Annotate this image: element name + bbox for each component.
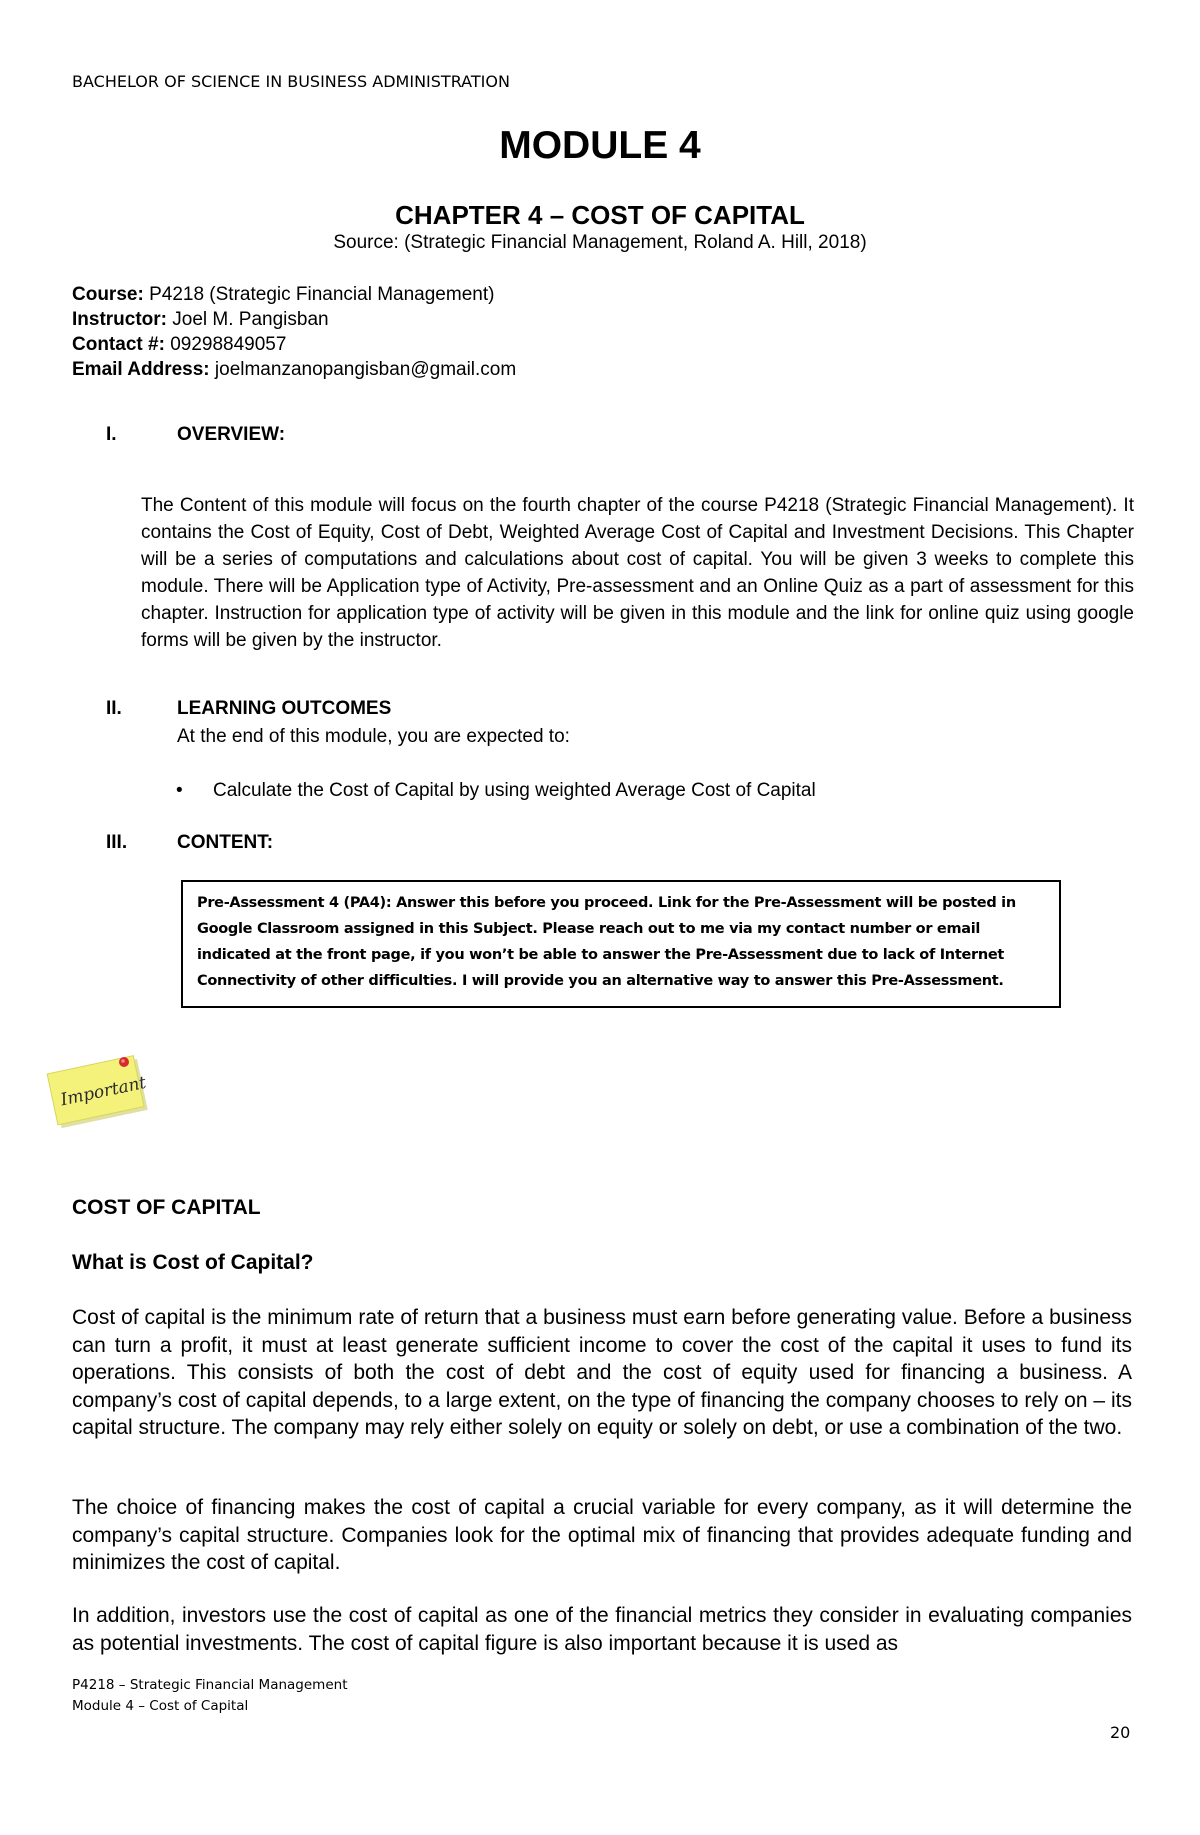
contact-label: Contact #: [72, 334, 165, 355]
learning-outcomes-intro: At the end of this module, you are expected to: [177, 726, 570, 747]
content-number: III. [106, 832, 128, 853]
bullet-icon: • [176, 780, 183, 801]
sticky-note-label: Important [58, 1072, 149, 1111]
sticky-note-icon [42, 1050, 152, 1135]
contact-value: 09298849057 [170, 334, 287, 355]
contact-line [72, 332, 516, 357]
content-heading: CONTENT: [177, 832, 274, 853]
module-title: MODULE 4 [499, 124, 701, 167]
body-paragraph-3: In addition, investors use the cost of capital as one of the financial metrics they consider in evaluating companies as potential investments. The cost of capital figure is also important because it is used as [72, 1604, 1132, 1655]
footer-course: P4218 – Strategic Financial Management [72, 1677, 348, 1693]
course-line [72, 282, 516, 307]
program-header: BACHELOR OF SCIENCE IN BUSINESS ADMINISTRATION [72, 72, 510, 91]
source-citation: Source: (Strategic Financial Management, Roland A. Hill, 2018) [333, 232, 867, 253]
body-paragraph-2: The choice of financing makes the cost of capital a crucial variable for every company, as it will determine the company’s capital structure. Companies look for the optimal mix of financing that provides adequate funding and minimizes the cost of capital. [72, 1496, 1132, 1574]
overview-number: I. [106, 424, 117, 445]
pre-assessment-box [181, 880, 1061, 1008]
learning-outcomes-number: II. [106, 698, 122, 719]
cost-of-capital-question: What is Cost of Capital? [72, 1251, 314, 1274]
body-paragraph-1: Cost of capital is the minimum rate of return that a business must earn before generating value. Before a business can turn a profit, it must at least generate sufficient income to cover the cost of the capital it uses to fund its operations. This consists of both the cost of debt and the cost of equity used for financing a business. A company’s cost of capital depends, to a large extent, on the type of financing the company chooses to rely on – its capital structure. The company may rely either solely on equity or solely on debt, or use a combination of the two. [72, 1306, 1132, 1439]
instructor-line [72, 307, 516, 332]
learning-outcome-item: Calculate the Cost of Capital by using weighted Average Cost of Capital [213, 780, 816, 801]
page-number: 20 [1110, 1723, 1131, 1742]
course-info-block [72, 282, 516, 382]
instructor-label: Instructor: [72, 309, 167, 330]
email-value: joelmanzanopangisban@gmail.com [214, 359, 517, 380]
cost-of-capital-heading: COST OF CAPITAL [72, 1196, 261, 1219]
chapter-title: CHAPTER 4 – COST OF CAPITAL [395, 200, 805, 230]
overview-heading: OVERVIEW: [177, 424, 286, 445]
email-line [72, 357, 516, 382]
page-footer [72, 1675, 347, 1717]
footer-module: Module 4 – Cost of Capital [72, 1698, 249, 1714]
instructor-value: Joel M. Pangisban [172, 309, 329, 330]
learning-outcomes-heading: LEARNING OUTCOMES [177, 698, 392, 719]
course-label: Course: [72, 284, 144, 305]
pre-assessment-text: Pre-Assessment 4 (PA4): Answer this before you proceed. Link for the Pre-Assessment will be posted in Google Classroom assigned in this Subject. Please reach out to me via my contact number or email indicated at the front page, if you won’t be able to answer the Pre-Assessment due to lack of Internet Connectivity of other difficulties. I will provide you an alternative way to answer this Pre-Assessment. [197, 895, 1016, 989]
course-value: P4218 (Strategic Financial Management) [149, 284, 495, 305]
overview-body: The Content of this module will focus on the fourth chapter of the course P4218 (Strategic Financial Management). It contains the Cost of Equity, Cost of Debt, Weighted Average Cost of Capital and Investment Decisions. This Chapter will be a series of computations and calculations about cost of capital. You will be given 3 weeks to complete this module. There will be Application type of Activity, Pre-assessment and an Online Quiz as a part of assessment for this chapter. Instruction for application type of activity will be given in this module and the link for online quiz using google forms will be given by the instructor. [141, 495, 1134, 651]
email-label: Email Address: [72, 359, 210, 380]
